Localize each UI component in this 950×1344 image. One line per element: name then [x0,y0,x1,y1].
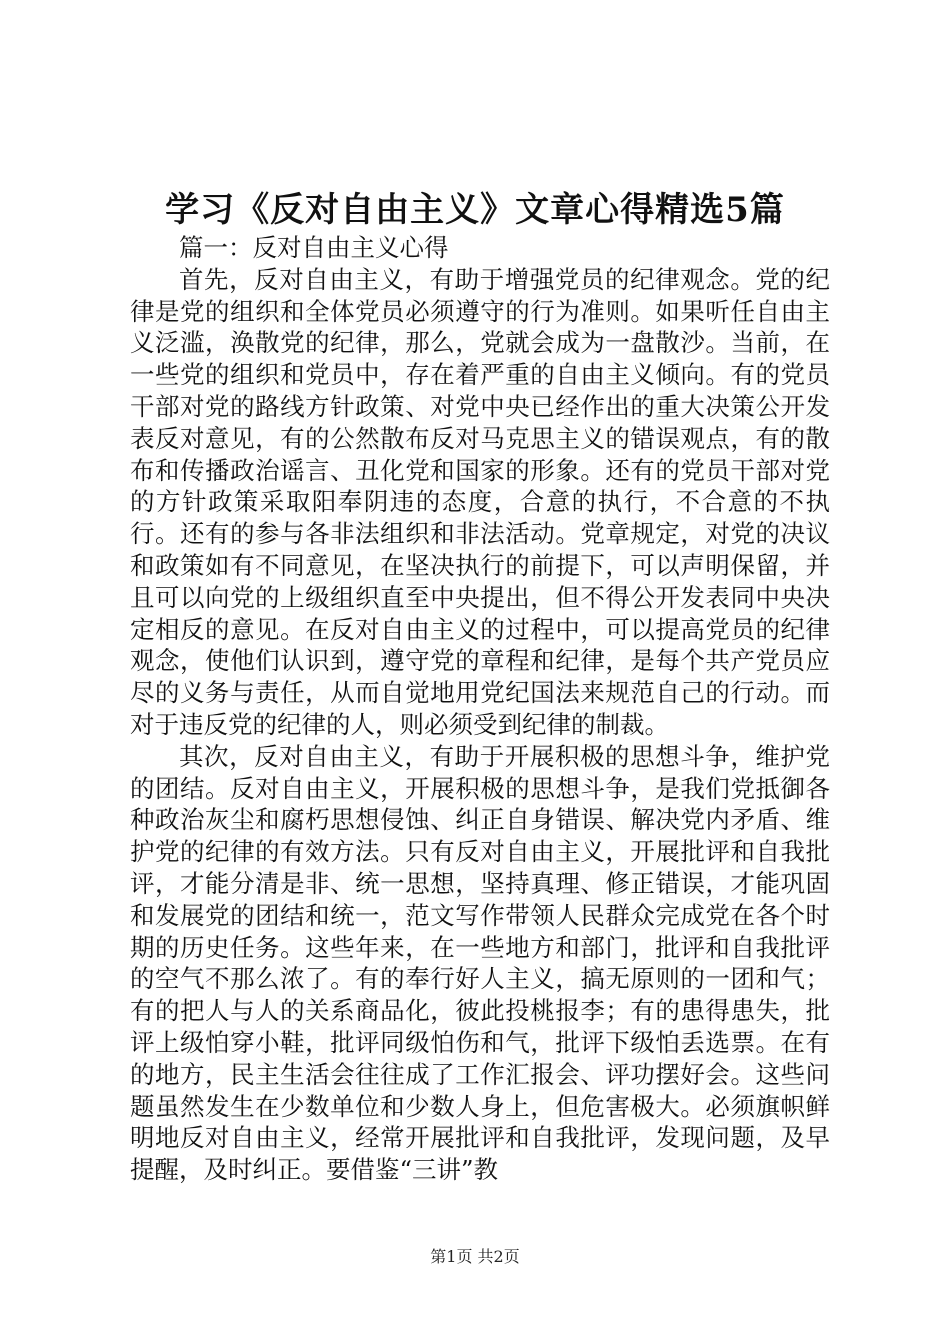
document-body [130,232,830,1186]
document-title: 学习《反对自由主义》文章心得精选5篇 [165,190,785,230]
page-number-footer: 第1页 共2页 [430,1247,520,1266]
body-paragraph-2: 其次，反对自由主义，有助于开展积极的思想斗争，维护党的团结。反对自由主义，开展积极的思想斗争，是我们党抵御各种政治灰尘和腐朽思想侵蚀、纠正自身错误、解决党内矛盾、维护党的纪律的有效方法。只有反对自由主义，开展批评和自我批评，才能分清是非、统一思想，坚持真理、修正错误，才能巩固和发展党的团结和统一，范文写作带领人民群众完成党在各个时期的历史任务。这些年来，在一些地方和部门，批评和自我批评的空气不那么浓了。有的奉行好人主义，搞无原则的一团和气；有的把人与人的关系商品化，彼此投桃报李；有的患得患失，批评上级怕穿小鞋，批评同级怕伤和气，批评下级怕丢选票。在有的地方，民主生活会往往成了工作汇报会、评功摆好会。这些问题虽然发生在少数单位和少数人身上，但危害极大。必须旗帜鲜明地反对自由主义，经常开展批评和自我批评，发现问题，及早提醒，及时纠正。要借鉴“三讲”教 [130,741,830,1185]
body-paragraph-1: 首先，反对自由主义，有助于增强党员的纪律观念。党的纪律是党的组织和全体党员必须遵守的行为准则。如果听任自由主义泛滥，涣散党的纪律，那么，党就会成为一盘散沙。当前，在一些党的组织和党员中，存在着严重的自由主义倾向。有的党员干部对党的路线方针政策、对党中央已经作出的重大决策公开发表反对意见，有的公然散布反对马克思主义的错误观点，有的散布和传播政治谣言、丑化党和国家的形象。还有的党员干部对党的方针政策采取阳奉阴违的态度，合意的执行，不合意的不执行。还有的参与各非法组织和非法活动。党章规定，对党的决议和政策如有不同意见，在坚决执行的前提下，可以声明保留，并且可以向党的上级组织直至中央提出，但不得公开发表同中央决定相反的意见。在反对自由主义的过程中，可以提高党员的纪律观念，使他们认识到，遵守党的章程和纪律，是每个共产党员应尽的义务与责任，从而自觉地用党纪国法来规范自己的行动。而对于违反党的纪律的人，则必须受到纪律的制裁。 [130,264,830,739]
section-heading: 篇一：反对自由主义心得 [179,233,449,262]
